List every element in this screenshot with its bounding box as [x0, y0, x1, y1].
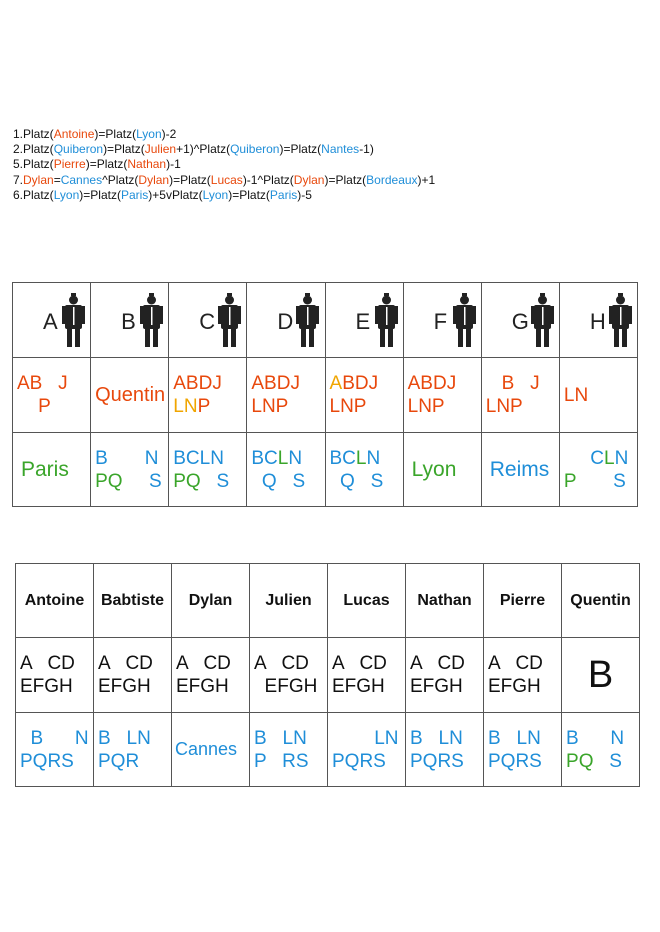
- city-candidates-line: [412, 458, 481, 481]
- position-candidates-line: [98, 675, 171, 698]
- city-candidates-text: PQR: [98, 750, 140, 772]
- city-candidates-text: LN: [332, 727, 399, 749]
- clue-text: Quiberon: [230, 142, 280, 157]
- clue-text: )=Platz(: [228, 187, 270, 202]
- person-candidates-line: [330, 372, 403, 395]
- clue-text: )+1: [417, 172, 436, 187]
- person-candidates-line: [17, 372, 90, 395]
- city-candidates-line: [254, 727, 327, 750]
- city-candidates-text: S: [593, 750, 622, 772]
- person-candidates-line: [251, 372, 324, 395]
- position-candidates-text: EFGH: [254, 676, 318, 697]
- position-candidates-line: [20, 652, 93, 675]
- position-candidates-text: A CD: [488, 653, 543, 674]
- position-candidates-line: [488, 652, 561, 675]
- person-name-dylan: Dylan: [172, 564, 250, 638]
- position-header-b: [91, 283, 169, 358]
- clue-text: Lyon: [202, 187, 229, 202]
- person-city-cell: [16, 713, 94, 787]
- clue-text: Dylan: [138, 172, 170, 187]
- city-candidates-text: S: [122, 470, 162, 492]
- clue-text: 2.Platz(: [13, 142, 54, 157]
- city-candidates-line: [95, 447, 168, 470]
- city-candidates-text: Lyon: [411, 458, 457, 481]
- clue-text: Julien: [144, 142, 177, 157]
- city-candidates-line: [488, 750, 561, 773]
- person-candidates-text: LN: [563, 384, 589, 406]
- person-grid: [15, 563, 640, 787]
- person-candidates-text: ABDJ: [251, 373, 300, 394]
- position-person-cell: [247, 358, 325, 433]
- position-candidates-text: EFGH: [20, 676, 73, 697]
- position-candidates-text: A CD: [98, 653, 153, 674]
- position-candidates-line: [98, 652, 171, 675]
- person-city-cell: [172, 713, 250, 787]
- city-candidates-text: B N: [566, 727, 625, 749]
- person-position-cell: [484, 638, 562, 713]
- person-icon: [218, 293, 242, 347]
- position-candidates-line: [254, 675, 327, 698]
- person-candidates-text: P: [197, 396, 211, 417]
- clue-text: Antoine: [53, 127, 95, 141]
- person-icon: [296, 293, 320, 347]
- person-candidates-line: [486, 395, 559, 418]
- clue-text: Cannes: [60, 172, 103, 187]
- city-candidates-line: [20, 750, 93, 773]
- city-candidates-text: PQRS: [410, 750, 464, 772]
- position-candidates-text: EFGH: [176, 676, 229, 697]
- position-header-e: [325, 283, 403, 358]
- position-person-cell: [559, 358, 637, 433]
- clue-line: [13, 157, 435, 172]
- person-candidates-line: [408, 372, 481, 395]
- city-candidates-text: BC: [251, 447, 278, 469]
- person-name-lucas: Lucas: [328, 564, 406, 638]
- person-candidates-line: [251, 395, 324, 418]
- position-city-cell: [325, 433, 403, 507]
- city-candidates-line: [410, 727, 483, 750]
- person-candidates-text: Quentin: [95, 383, 166, 406]
- person-candidates-line: [408, 395, 481, 418]
- city-candidates-text: S: [576, 470, 626, 492]
- city-candidates-text: BC: [329, 447, 356, 469]
- person-candidates-text: B J: [485, 373, 540, 394]
- clue-text: Pierre: [53, 157, 86, 172]
- position-candidates-text: EFGH: [98, 676, 151, 697]
- position-letter: D: [277, 309, 294, 334]
- person-candidates-text: LNP: [485, 396, 523, 417]
- person-position-row: [16, 638, 640, 713]
- position-letter: G: [511, 309, 529, 334]
- person-position-cell: [328, 638, 406, 713]
- person-icon: [375, 293, 399, 347]
- clue-text: Lyon: [53, 187, 80, 202]
- city-candidates-line: [564, 447, 637, 470]
- position-city-cell: [403, 433, 481, 507]
- city-candidates-text: Q S: [251, 470, 306, 492]
- position-header-g: [481, 283, 559, 358]
- person-icon: [453, 293, 477, 347]
- clue-text: Lucas: [210, 172, 243, 187]
- city-candidates-text: P: [566, 750, 579, 772]
- city-candidates-text: P RS: [254, 750, 309, 772]
- person-city-cell: [94, 713, 172, 787]
- person-candidates-text: ABDJ: [407, 373, 457, 394]
- position-candidates-text: A CD: [410, 653, 465, 674]
- clue-text: )=Platz(: [85, 157, 128, 172]
- city-candidates-text: Q S: [329, 470, 384, 492]
- clue-text: Nathan: [127, 157, 167, 172]
- clue-text: -1): [359, 142, 374, 157]
- clue-list: [13, 127, 435, 203]
- person-candidates-text: L: [173, 396, 184, 417]
- clue-text: Dylan: [293, 172, 325, 187]
- clue-text: 7.: [13, 172, 24, 187]
- person-candidates-line: [564, 384, 637, 407]
- position-letter: B: [121, 309, 136, 334]
- city-candidates-line: [410, 750, 483, 773]
- position-candidates-text: A CD: [332, 653, 387, 674]
- city-candidates-line: [330, 447, 403, 470]
- position-candidates-text: A CD: [176, 653, 231, 674]
- city-candidates-text: Q: [578, 750, 594, 772]
- position-letter: H: [589, 309, 606, 334]
- city-candidates-line: [251, 470, 324, 493]
- position-candidates-text: EFGH: [332, 676, 385, 697]
- clue-text: )-1: [166, 157, 181, 172]
- city-candidates-text: N: [366, 447, 381, 469]
- clue-text: 6.Platz(: [13, 187, 54, 202]
- position-letter: F: [433, 309, 448, 334]
- clue-line: [13, 173, 435, 188]
- position-person-cell: [403, 358, 481, 433]
- clue-text: +1)^Platz(: [176, 142, 231, 157]
- city-candidates-line: [488, 727, 561, 750]
- person-name-julien: Julien: [250, 564, 328, 638]
- clue-text: )=Platz(: [79, 187, 121, 202]
- position-candidates-line: [176, 652, 249, 675]
- position-city-cell: [91, 433, 169, 507]
- city-candidates-text: BC: [173, 447, 200, 469]
- city-candidates-line: [20, 727, 93, 750]
- clue-text: )-1^Platz(: [242, 172, 294, 187]
- clue-text: =: [53, 172, 61, 187]
- city-candidates-line: [173, 470, 246, 493]
- person-name-antoine: Antoine: [16, 564, 94, 638]
- person-header-row: [16, 564, 640, 638]
- clue-text: )+5vPlatz(: [148, 187, 203, 202]
- clue-line: [13, 127, 435, 142]
- person-candidates-text: ABDJ: [173, 373, 222, 394]
- clue-text: 1.Platz(: [13, 127, 54, 141]
- position-city-cell: [559, 433, 637, 507]
- clue-text: Lyon: [136, 127, 162, 141]
- position-candidates-text: EFGH: [410, 676, 463, 697]
- city-candidates-text: L: [355, 447, 367, 469]
- person-city-cell: [562, 713, 640, 787]
- city-candidates-text: B LN: [488, 727, 541, 749]
- city-candidates-text: LN: [199, 447, 224, 469]
- position-city-cell: [481, 433, 559, 507]
- person-candidates-text: LNP: [407, 396, 445, 417]
- city-candidates-text: PQRS: [488, 750, 542, 772]
- person-icon: [609, 293, 633, 347]
- person-city-cell: [406, 713, 484, 787]
- person-position-cell: [562, 638, 640, 713]
- person-city-cell: [250, 713, 328, 787]
- position-person-cell: [481, 358, 559, 433]
- position-grid: [12, 282, 638, 507]
- position-person-row: [13, 358, 638, 433]
- clue-text: )=Platz(: [324, 172, 367, 187]
- person-candidates-line: [17, 395, 90, 418]
- city-candidates-text: PQ: [95, 470, 123, 492]
- city-candidates-line: [173, 447, 246, 470]
- position-city-cell: [169, 433, 247, 507]
- person-candidates-text: A: [329, 373, 343, 394]
- city-candidates-text: P: [563, 470, 577, 492]
- person-candidates-text: LNP: [251, 396, 289, 417]
- position-candidates-line: [20, 675, 93, 698]
- city-candidates-text: B N: [20, 727, 89, 749]
- clue-text: )-2: [161, 127, 177, 141]
- city-candidates-text: C: [563, 447, 604, 469]
- person-name-babtiste: Babtiste: [94, 564, 172, 638]
- city-candidates-line: [95, 470, 168, 493]
- person-city-row: [16, 713, 640, 787]
- person-candidates-line: [95, 384, 168, 407]
- position-person-cell: [13, 358, 91, 433]
- person-candidates-text: N: [183, 396, 198, 417]
- person-candidates-line: [173, 395, 246, 418]
- position-city-row: [13, 433, 638, 507]
- clue-line: [13, 188, 435, 203]
- clue-text: Paris: [120, 187, 149, 202]
- person-name-nathan: Nathan: [406, 564, 484, 638]
- position-city-cell: [13, 433, 91, 507]
- person-candidates-text: AB J: [17, 373, 68, 394]
- city-candidates-text: B LN: [410, 727, 463, 749]
- city-candidates-line: [175, 738, 249, 761]
- city-candidates-text: Cannes: [175, 739, 238, 759]
- city-candidates-text: Paris: [21, 458, 69, 481]
- city-candidates-text: B N: [95, 447, 159, 469]
- position-person-cell: [169, 358, 247, 433]
- person-candidates-line: [486, 372, 559, 395]
- person-candidates-text: P: [17, 396, 51, 417]
- clue-text: )=Platz(: [103, 142, 145, 157]
- city-candidates-line: [490, 458, 559, 481]
- position-candidates-line: [488, 675, 561, 698]
- position-candidates-line: [410, 675, 483, 698]
- city-candidates-line: [332, 727, 405, 750]
- position-candidates-line: [410, 652, 483, 675]
- position-header-h: [559, 283, 637, 358]
- clue-text: Dylan: [23, 172, 54, 187]
- person-position-cell: [172, 638, 250, 713]
- city-candidates-text: PQRS: [332, 750, 386, 772]
- clue-text: Nantes: [321, 142, 360, 157]
- person-city-cell: [328, 713, 406, 787]
- position-person-cell: [325, 358, 403, 433]
- city-candidates-line: [566, 727, 639, 750]
- position-letter: A: [43, 309, 58, 334]
- city-candidates-text: L: [604, 447, 615, 469]
- clue-text: )-5: [297, 187, 312, 202]
- clue-line: [13, 142, 435, 157]
- clue-text: 5.Platz(: [13, 157, 54, 172]
- city-candidates-line: [21, 458, 90, 481]
- position-candidates-line: [254, 652, 327, 675]
- position-candidates-text: A CD: [20, 653, 75, 674]
- city-candidates-text: B LN: [254, 727, 307, 749]
- person-candidates-text: LNP: [329, 396, 367, 417]
- clue-text: Quiberon: [53, 142, 104, 157]
- person-position-cell: [406, 638, 484, 713]
- city-candidates-line: [98, 750, 171, 773]
- person-position-cell: [250, 638, 328, 713]
- person-candidates-line: [173, 372, 246, 395]
- clue-text: Bordeaux: [366, 172, 418, 187]
- position-header-a: [13, 283, 91, 358]
- position-letter: C: [199, 309, 216, 334]
- city-candidates-text: B LN: [98, 727, 151, 749]
- position-candidates-line: [176, 675, 249, 698]
- city-candidates-text: N: [614, 447, 629, 469]
- city-candidates-line: [98, 727, 171, 750]
- position-solved: B: [587, 653, 614, 696]
- position-header-d: [247, 283, 325, 358]
- clue-text: )=Platz(: [279, 142, 322, 157]
- clue-text: Paris: [269, 187, 298, 202]
- person-name-quentin: Quentin: [562, 564, 640, 638]
- position-candidates-text: EFGH: [488, 676, 541, 697]
- city-candidates-line: [254, 750, 327, 773]
- position-header-row: [13, 283, 638, 358]
- city-candidates-text: L: [277, 447, 289, 469]
- city-candidates-text: S: [200, 470, 230, 492]
- position-letter: E: [355, 309, 371, 334]
- city-candidates-text: PQ: [173, 470, 201, 492]
- person-candidates-line: [330, 395, 403, 418]
- person-icon: [531, 293, 555, 347]
- person-candidates-text: BDJ: [342, 373, 379, 394]
- person-name-pierre: Pierre: [484, 564, 562, 638]
- position-city-cell: [247, 433, 325, 507]
- position-candidates-text: A CD: [254, 653, 309, 674]
- city-candidates-text: N: [288, 447, 303, 469]
- person-city-cell: [484, 713, 562, 787]
- person-position-cell: [94, 638, 172, 713]
- city-candidates-line: [330, 470, 403, 493]
- person-position-cell: [16, 638, 94, 713]
- clue-text: )=Platz(: [94, 127, 137, 141]
- city-candidates-text: PQRS: [20, 750, 74, 772]
- position-header-f: [403, 283, 481, 358]
- position-candidates-line: [332, 652, 405, 675]
- position-header-c: [169, 283, 247, 358]
- clue-text: ^Platz(: [102, 172, 139, 187]
- position-person-cell: [91, 358, 169, 433]
- city-candidates-line: [564, 470, 637, 493]
- position-candidates-line: [332, 675, 405, 698]
- city-candidates-line: [566, 750, 639, 773]
- city-candidates-text: Reims: [489, 458, 550, 481]
- clue-text: )=Platz(: [169, 172, 211, 187]
- city-candidates-line: [251, 447, 324, 470]
- city-candidates-line: [332, 750, 405, 773]
- person-icon: [140, 293, 164, 347]
- person-icon: [62, 293, 86, 347]
